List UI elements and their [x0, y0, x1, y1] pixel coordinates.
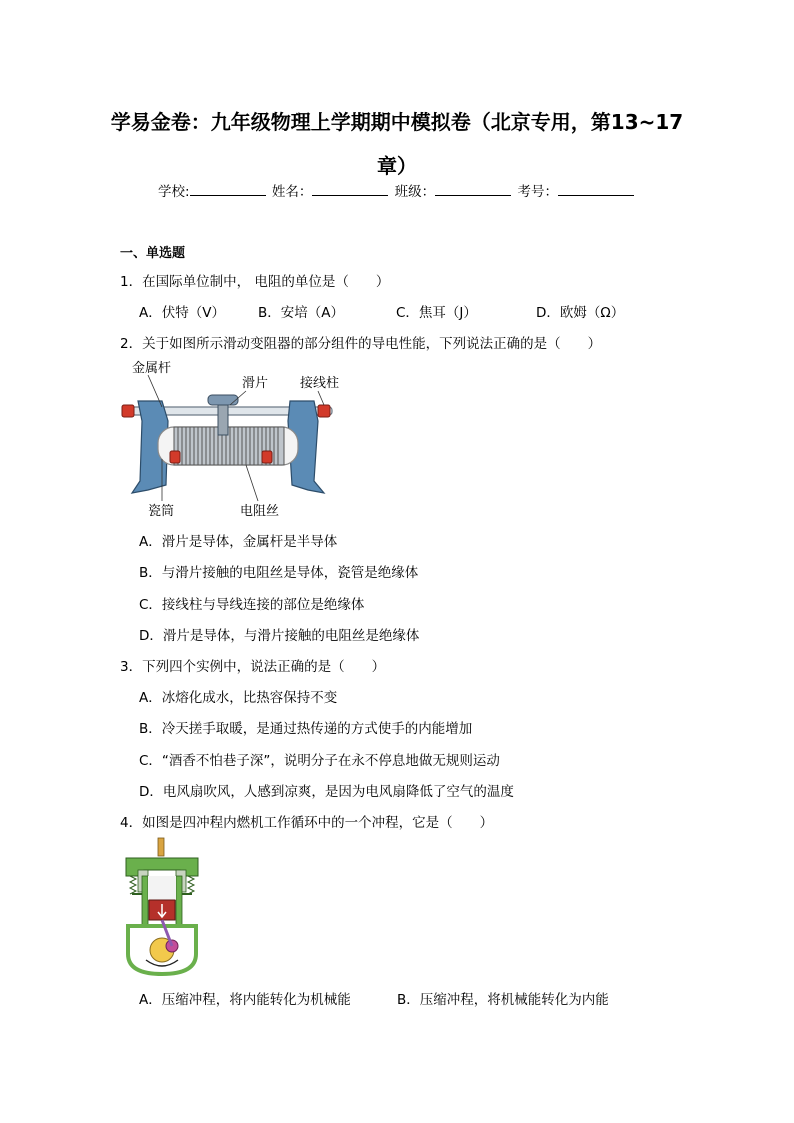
q4-option-a[interactable]: A．压缩冲程，将内能转化为机械能	[139, 992, 351, 1008]
question-2-stem: 2．关于如图所示滑动变阻器的部分组件的导电性能，下列说法正确的是（ ）	[120, 336, 602, 352]
label-ceramic-tube: 瓷筒	[148, 504, 175, 519]
label-slider: 滑片	[242, 376, 269, 391]
question-3-stem: 3．下列四个实例中，说法正确的是（ ）	[120, 659, 386, 675]
question-1-options	[139, 301, 624, 321]
class-label: 班级：	[394, 184, 436, 200]
class-blank[interactable]	[435, 182, 511, 196]
school-blank[interactable]	[190, 182, 266, 196]
q1-option-c[interactable]: C．焦耳（J）	[396, 305, 477, 321]
q1-option-a[interactable]: A．伏特（V）	[139, 305, 225, 321]
student-info-row	[0, 180, 794, 200]
name-blank[interactable]	[312, 182, 388, 196]
question-4-stem: 4．如图是四冲程内燃机工作循环中的一个冲程，它是（ ）	[120, 815, 494, 831]
question-1-stem: 1．在国际单位制中， 电阻的单位是（ ）	[120, 274, 390, 290]
section-title: 一、单选题	[120, 246, 186, 261]
q2-option-c[interactable]: C．接线柱与导线连接的部位是绝缘体	[139, 597, 365, 613]
label-resistance-wire: 电阻丝	[240, 504, 280, 519]
title-line-2: 章）	[377, 154, 417, 178]
q2-option-d[interactable]: D．滑片是导体，与滑片接触的电阻丝是绝缘体	[139, 628, 420, 644]
question-4-options	[139, 988, 609, 1008]
q2-option-b[interactable]: B．与滑片接触的电阻丝是导体，瓷管是绝缘体	[139, 565, 419, 581]
rheostat-figure	[118, 355, 358, 523]
school-label: 学校:	[158, 184, 190, 200]
name-label: 姓名：	[271, 184, 313, 200]
q3-option-d[interactable]: D．电风扇吹风，人感到凉爽，是因为电风扇降低了空气的温度	[139, 784, 514, 800]
label-metal-rod: 金属杆	[132, 361, 172, 376]
q1-option-d[interactable]: D．欧姆（Ω）	[536, 305, 625, 321]
q2-option-a[interactable]: A．滑片是导体，金属杆是半导体	[139, 534, 338, 550]
q3-option-b[interactable]: B．冷天搓手取暖，是通过热传递的方式使手的内能增加	[139, 721, 473, 737]
exam-no-blank[interactable]	[558, 182, 634, 196]
title-line-1: 学易金卷：九年级物理上学期期中模拟卷（北京专用，第13~17	[110, 110, 684, 134]
engine-stroke-figure	[122, 836, 202, 978]
label-terminal: 接线柱	[300, 376, 340, 391]
q4-option-b[interactable]: B．压缩冲程，将机械能转化为内能	[397, 992, 609, 1008]
q3-option-a[interactable]: A．冰熔化成水，比热容保持不变	[139, 690, 338, 706]
exam-no-label: 考号：	[517, 184, 558, 200]
page-title	[100, 100, 694, 188]
q3-option-c[interactable]: C．“酒香不怕巷子深”，说明分子在永不停息地做无规则运动	[139, 753, 500, 769]
q1-option-b[interactable]: B．安培（A）	[258, 305, 344, 321]
